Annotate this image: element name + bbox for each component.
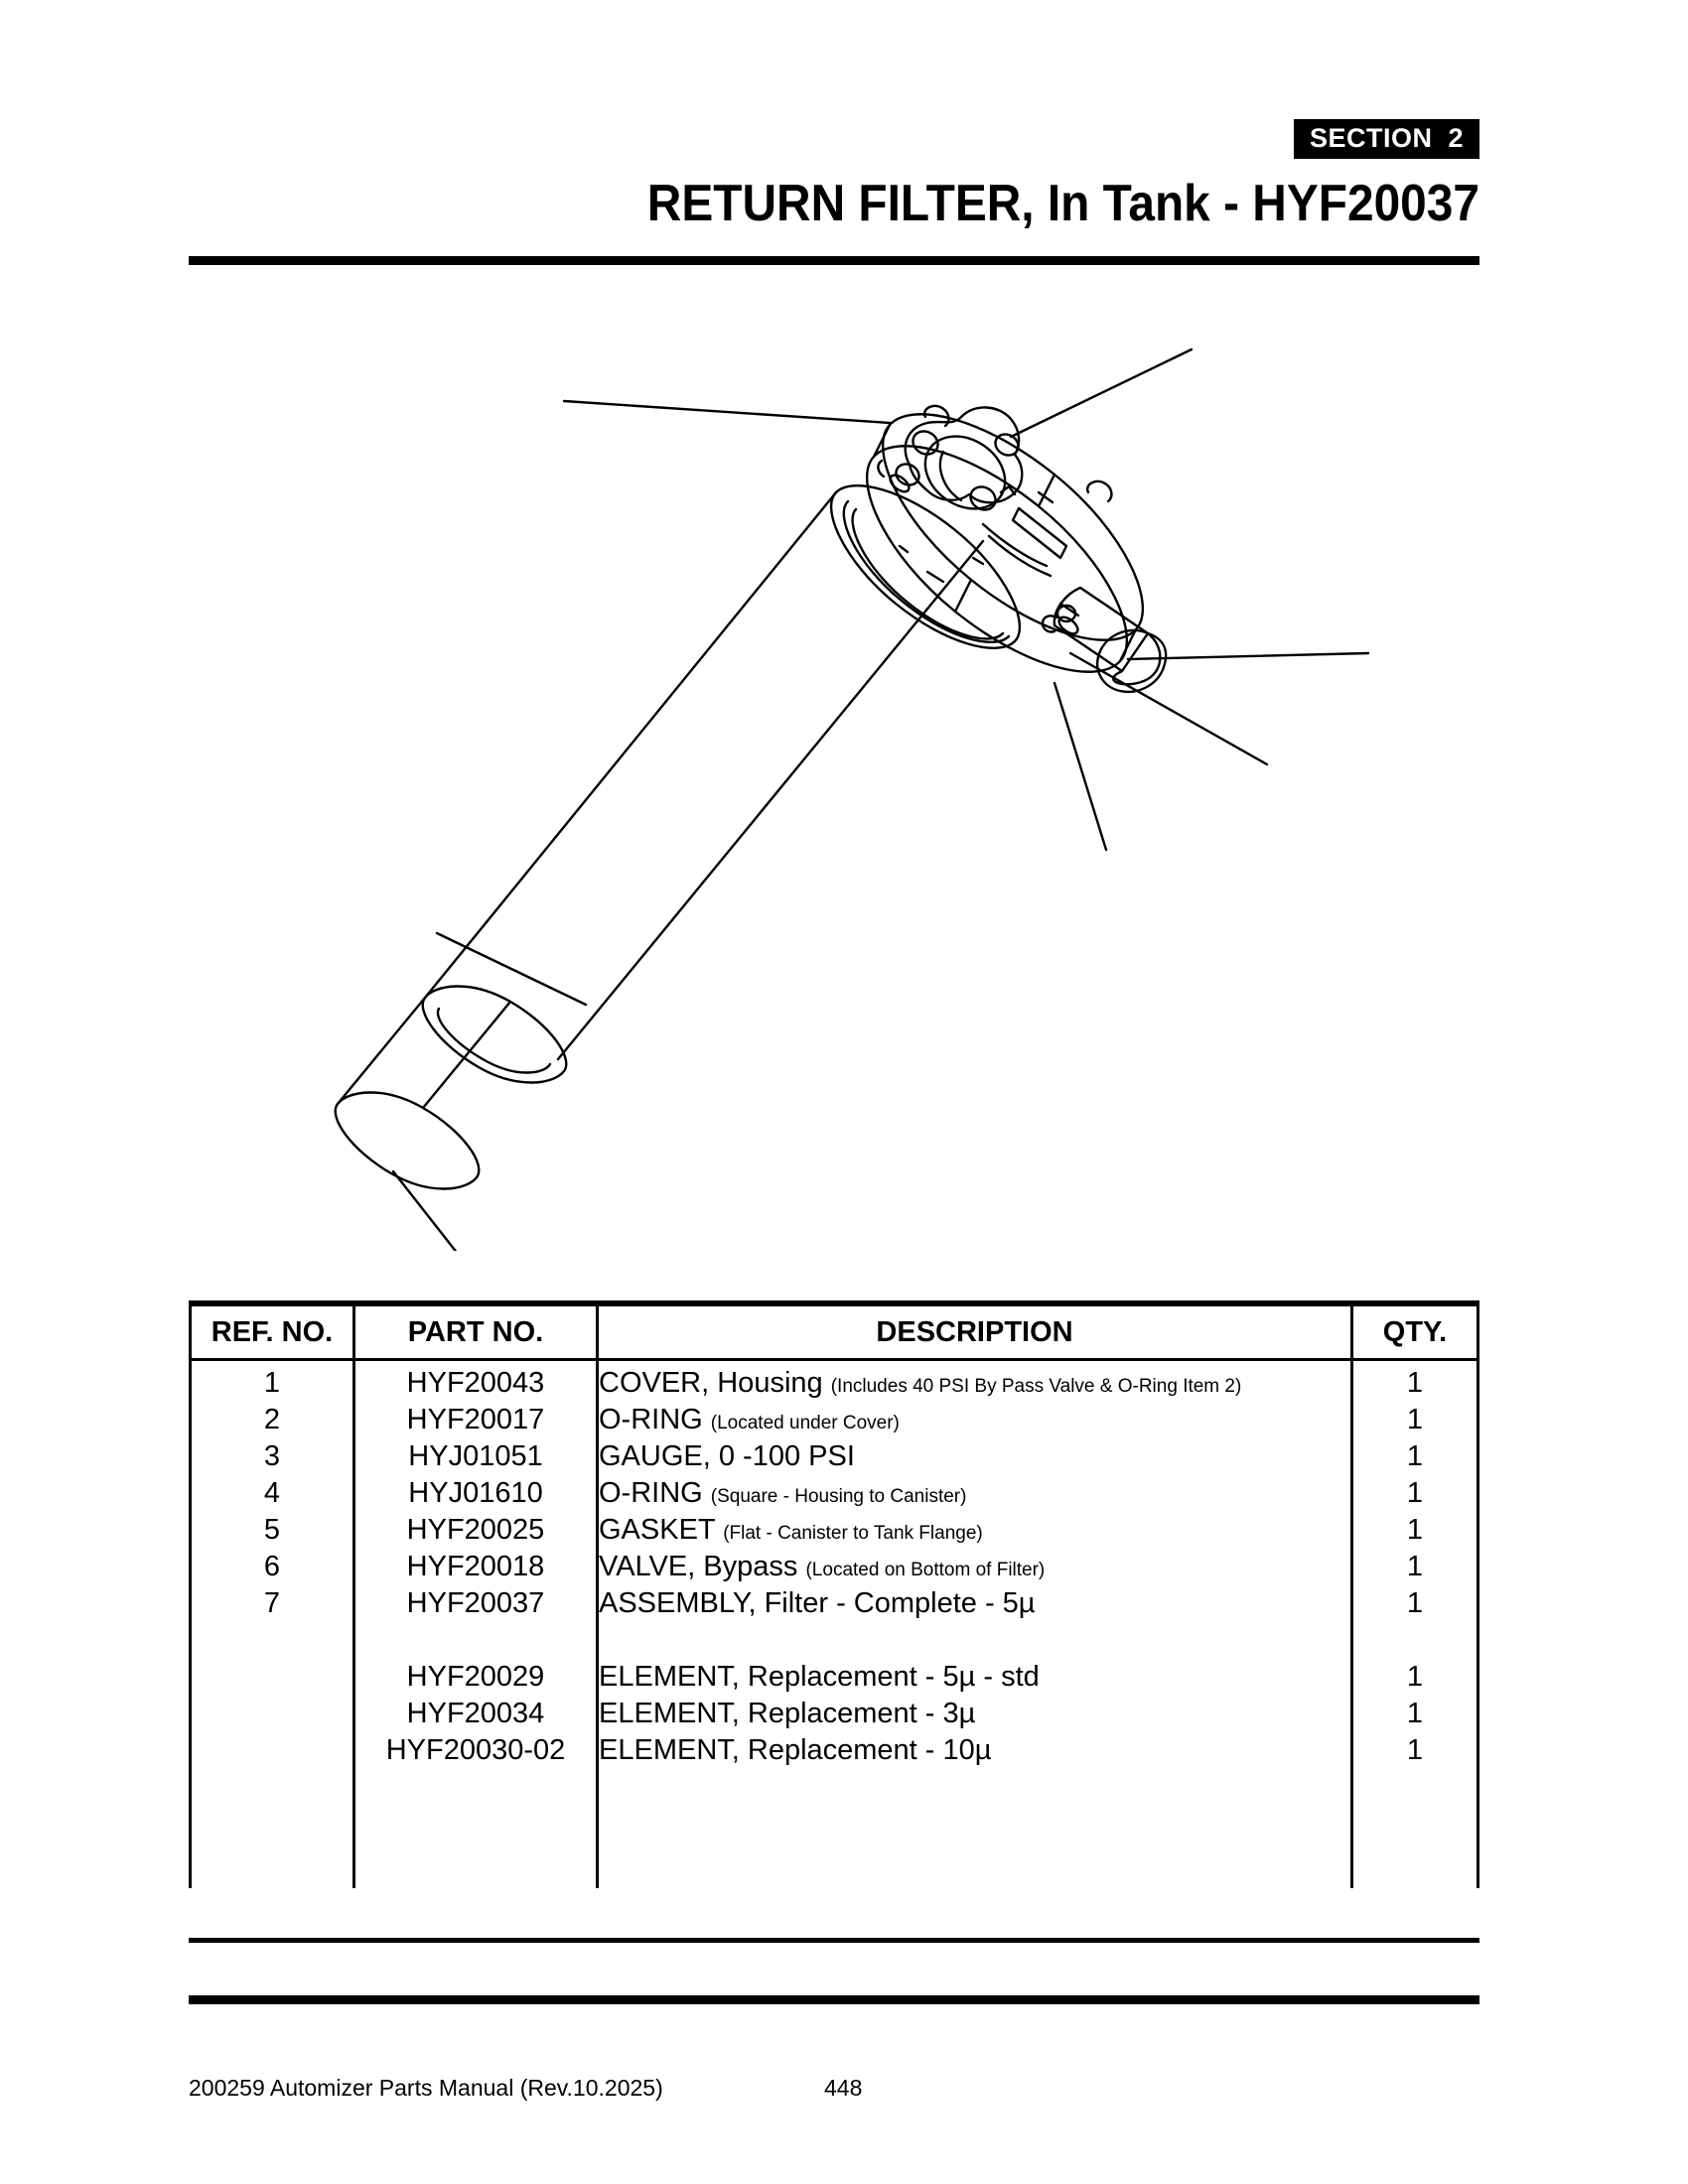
page-title: RETURN FILTER, In Tank - HYF20037 — [646, 175, 1479, 232]
description-main: COVER, Housing — [599, 1367, 823, 1399]
leader-line-element — [437, 933, 586, 1005]
table-row — [191, 1365, 1478, 1402]
cell-qty: 1 — [1352, 1585, 1478, 1622]
description-main: ELEMENT, Replacement - 5µ - std — [599, 1661, 1040, 1693]
column-header-description: DESCRIPTION — [598, 1303, 1352, 1360]
manual-identifier: 200259 Automizer Parts Manual (Rev.10.2025) — [189, 2075, 663, 2101]
filler-cell — [191, 1848, 354, 1888]
cell-description — [598, 1659, 1352, 1696]
leader-line-gauge — [1128, 653, 1368, 659]
table-row-filler — [191, 1848, 1478, 1888]
table-row-filler — [191, 1769, 1478, 1809]
description-main: ELEMENT, Replacement - 10µ — [599, 1734, 992, 1766]
parts-table-container — [189, 1300, 1479, 1888]
description-note: (Located on Bottom of Filter) — [805, 1560, 1046, 1580]
description-main: O-RING — [599, 1404, 703, 1435]
filler-cell — [354, 1848, 598, 1888]
filler-cell — [1352, 1848, 1478, 1888]
filler-cell — [191, 1809, 354, 1848]
cell-part-no — [354, 1622, 598, 1659]
filler-cell — [1352, 1769, 1478, 1809]
table-row — [191, 1659, 1478, 1696]
description-main: ASSEMBLY, Filter - Complete - 5µ — [599, 1587, 1036, 1619]
cell-description — [598, 1402, 1352, 1438]
cell-ref-no: 5 — [191, 1512, 354, 1549]
table-row — [191, 1732, 1478, 1769]
table-row — [191, 1512, 1478, 1549]
cell-ref-no: 7 — [191, 1585, 354, 1622]
cell-description — [598, 1365, 1352, 1402]
column-header-qty: QTY. — [1352, 1303, 1478, 1360]
cell-qty: 1 — [1352, 1438, 1478, 1475]
cell-description — [598, 1732, 1352, 1769]
cell-part-no: HYF20017 — [354, 1402, 598, 1438]
filler-cell — [598, 1848, 1352, 1888]
leader-lines — [393, 349, 1368, 1251]
cell-part-no: HYF20025 — [354, 1512, 598, 1549]
leader-line-bypass-valve — [393, 1171, 487, 1251]
parts-table-header — [191, 1303, 1478, 1365]
filler-cell — [354, 1769, 598, 1809]
header-rule — [189, 256, 1479, 265]
table-header-row — [191, 1303, 1478, 1360]
cell-ref-no — [191, 1659, 354, 1696]
parts-table — [189, 1300, 1479, 1888]
table-row — [191, 1402, 1478, 1438]
cell-qty: 1 — [1352, 1732, 1478, 1769]
section-badge-container — [189, 119, 1479, 159]
section-badge — [1294, 119, 1479, 159]
description-note: (Includes 40 PSI By Pass Valve & O-Ring Item 2) — [830, 1376, 1242, 1397]
cell-description — [598, 1438, 1352, 1475]
filler-cell — [191, 1769, 354, 1809]
leader-line-cover — [564, 401, 890, 423]
cell-qty — [1352, 1622, 1478, 1659]
cell-qty: 1 — [1352, 1365, 1478, 1402]
cell-qty: 1 — [1352, 1549, 1478, 1585]
description-main: O-RING — [599, 1477, 703, 1509]
cell-part-no: HYJ01051 — [354, 1438, 598, 1475]
cell-part-no: HYF20043 — [354, 1365, 598, 1402]
table-bottom-border — [189, 1938, 1479, 1943]
cell-description — [598, 1696, 1352, 1732]
filter-assembly-diagram — [189, 298, 1479, 1251]
table-row-filler — [191, 1809, 1478, 1848]
section-label: SECTION — [1309, 123, 1433, 153]
section-number: 2 — [1448, 123, 1464, 153]
cell-part-no: HYF20029 — [354, 1659, 598, 1696]
table-row — [191, 1438, 1478, 1475]
cell-part-no: HYF20037 — [354, 1585, 598, 1622]
cell-ref-no: 2 — [191, 1402, 354, 1438]
cell-ref-no: 1 — [191, 1365, 354, 1402]
cell-qty: 1 — [1352, 1696, 1478, 1732]
cell-qty: 1 — [1352, 1402, 1478, 1438]
table-row — [191, 1475, 1478, 1512]
cell-ref-no — [191, 1732, 354, 1769]
cell-part-no: HYJ01610 — [354, 1475, 598, 1512]
description-main: ELEMENT, Replacement - 3µ — [599, 1698, 976, 1729]
leader-line-oring-cover — [1011, 349, 1192, 437]
cell-part-no: HYF20034 — [354, 1696, 598, 1732]
filler-cell — [1352, 1809, 1478, 1848]
table-row — [191, 1585, 1478, 1622]
table-row — [191, 1696, 1478, 1732]
description-note: (Located under Cover) — [710, 1413, 900, 1433]
parts-table-body — [191, 1365, 1478, 1888]
description-main: VALVE, Bypass — [599, 1551, 798, 1582]
cell-part-no: HYF20018 — [354, 1549, 598, 1585]
filler-cell — [598, 1769, 1352, 1809]
cell-ref-no: 6 — [191, 1549, 354, 1585]
column-header-part-no: PART NO. — [354, 1303, 598, 1360]
footer-rule — [189, 1995, 1479, 2004]
description-main: GAUGE, 0 -100 PSI — [599, 1440, 855, 1472]
cell-description — [598, 1475, 1352, 1512]
cell-qty: 1 — [1352, 1659, 1478, 1696]
cell-description — [598, 1512, 1352, 1549]
cell-part-no: HYF20030-02 — [354, 1732, 598, 1769]
table-row-spacer — [191, 1622, 1478, 1659]
page-number: 448 — [824, 2075, 863, 2101]
column-header-ref-no: REF. NO. — [191, 1303, 354, 1360]
filler-cell — [354, 1809, 598, 1848]
cell-ref-no — [191, 1696, 354, 1732]
cell-qty: 1 — [1352, 1512, 1478, 1549]
description-main: GASKET — [599, 1514, 716, 1546]
cell-qty: 1 — [1352, 1475, 1478, 1512]
cell-description — [598, 1585, 1352, 1622]
filler-cell — [598, 1809, 1352, 1848]
cell-description — [598, 1549, 1352, 1585]
leader-line-gasket — [1055, 683, 1106, 850]
cell-ref-no: 3 — [191, 1438, 354, 1475]
description-note: (Flat - Canister to Tank Flange) — [723, 1523, 983, 1544]
description-note: (Square - Housing to Canister) — [710, 1486, 967, 1507]
cell-ref-no: 4 — [191, 1475, 354, 1512]
cell-ref-no — [191, 1622, 354, 1659]
cell-description — [598, 1622, 1352, 1659]
table-row — [191, 1549, 1478, 1585]
leader-line-square-oring — [1070, 653, 1267, 764]
